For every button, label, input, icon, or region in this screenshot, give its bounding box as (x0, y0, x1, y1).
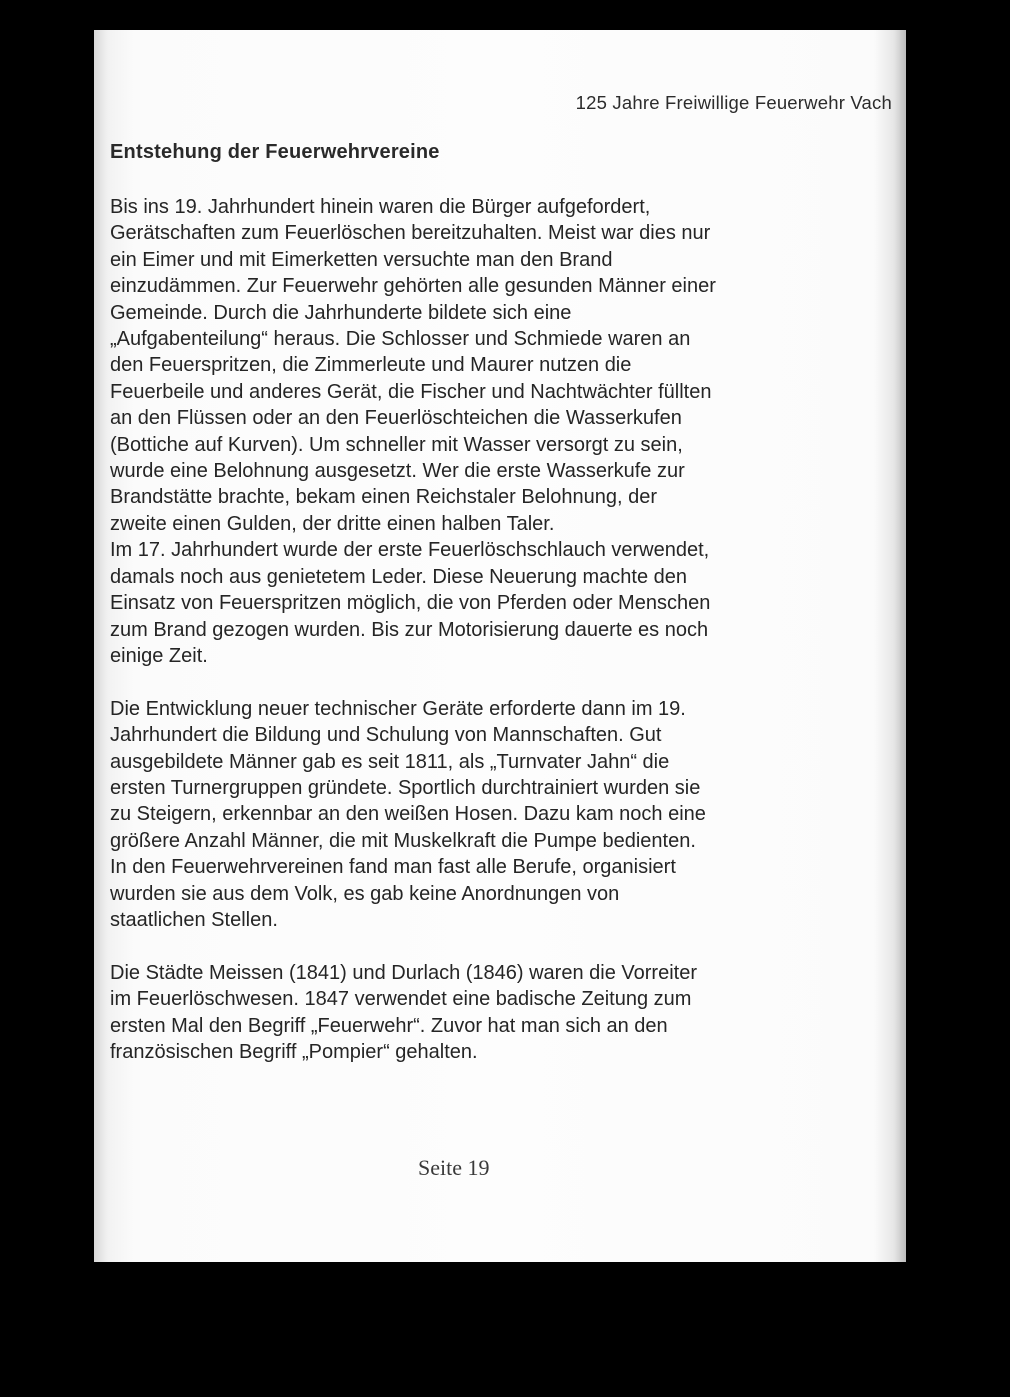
text-line: zweite einen Gulden, der dritte einen halben Taler. (110, 512, 555, 535)
text-line: an den Flüssen oder an den Feuerlöschteichen die Wasserkufen (110, 407, 682, 430)
text-line: staatlichen Stellen. (110, 908, 278, 931)
text-line: wurde eine Belohnung ausgesetzt. Wer die erste Wasserkufe zur (110, 460, 685, 483)
text-line: größere Anzahl Männer, die mit Muskelkraft die Pumpe bedienten. (110, 829, 696, 852)
text-line: im Feuerlöschwesen. 1847 verwendet eine badische Zeitung zum (110, 988, 692, 1011)
text-line: „Aufgabenteilung“ heraus. Die Schlosser und Schmiede waren an (110, 328, 691, 351)
text-line: Gerätschaften zum Feuerlöschen bereitzuhalten. Meist war dies nur (110, 222, 711, 245)
text-line: einzudämmen. Zur Feuerwehr gehörten alle gesunden Männer einer (110, 275, 716, 298)
text-line: Im 17. Jahrhundert wurde der erste Feuerlöschschlauch verwendet, (110, 539, 710, 562)
text-line: ausgebildete Männer gab es seit 1811, als „Turnvater Jahn“ die (110, 750, 670, 773)
paragraph-spacer (110, 669, 810, 695)
paragraph-2 (110, 696, 810, 934)
text-line: wurden sie aus dem Volk, es gab keine Anordnungen von (110, 882, 620, 905)
text-line: einige Zeit. (110, 644, 208, 667)
text-line: zum Brand gezogen wurden. Bis zur Motorisierung dauerte es noch (110, 618, 709, 641)
text-line: (Bottiche auf Kurven). Um schneller mit Wasser versorgt zu sein, (110, 433, 683, 456)
paragraph-3 (110, 960, 810, 1066)
text-line: ersten Turnergruppen gründete. Sportlich durchtrainiert wurden sie (110, 776, 701, 799)
paragraph-spacer (110, 933, 810, 959)
text-line: damals noch aus genietetem Leder. Diese Neuerung machte den (110, 565, 688, 588)
text-line: den Feuerspritzen, die Zimmerleute und Maurer nutzen die (110, 354, 632, 377)
text-line: französischen Begriff „Pompier“ gehalten. (110, 1040, 478, 1063)
text-line: Bis ins 19. Jahrhundert hinein waren die Bürger aufgefordert, (110, 196, 651, 218)
text-line: Jahrhundert die Bildung und Schulung von Mannschaften. Gut (110, 724, 662, 747)
text-line: zu Steigern, erkennbar an den weißen Hosen. Dazu kam noch eine (110, 803, 706, 826)
text-line: Einsatz von Feuerspritzen möglich, die von Pferden oder Menschen (110, 592, 711, 615)
paragraph-1 (110, 194, 810, 669)
section-heading: Entstehung der Feuerwehrvereine (110, 141, 440, 163)
text-line: Gemeinde. Durch die Jahrhunderte bildete sich eine (110, 301, 572, 324)
text-line: Die Städte Meissen (1841) und Durlach (1846) waren die Vorreiter (110, 961, 697, 984)
text-line: Die Entwicklung neuer technischer Geräte erforderte dann im 19. (110, 697, 686, 720)
body-text (110, 194, 810, 1065)
text-line: In den Feuerwehrvereinen fand man fast alle Berufe, organisiert (110, 856, 676, 879)
text-line: ersten Mal den Begriff „Feuerwehr“. Zuvor hat man sich an den (110, 1014, 668, 1037)
page-number: Seite 19 (418, 1155, 490, 1180)
text-line: Brandstätte brachte, bekam einen Reichstaler Belohnung, der (110, 486, 658, 509)
running-header: 125 Jahre Freiwillige Feuerwehr Vach (575, 92, 892, 113)
text-line: ein Eimer und mit Eimerketten versuchte man den Brand (110, 248, 613, 271)
text-line: Feuerbeile und anderes Gerät, die Fischer und Nachtwächter füllten (110, 380, 712, 403)
